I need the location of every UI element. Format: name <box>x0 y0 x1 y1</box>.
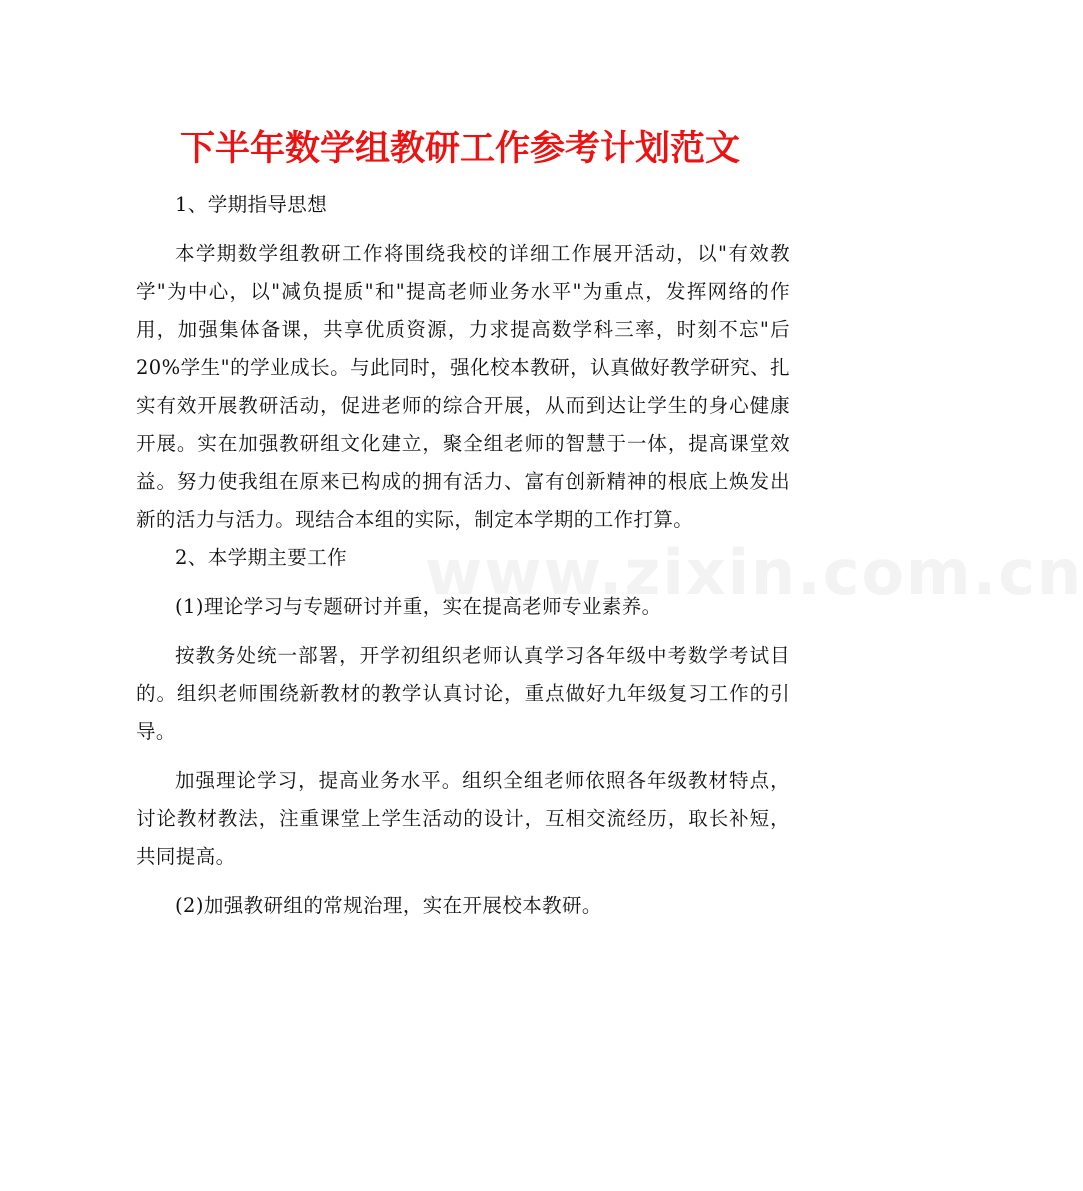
section-heading-2: 2、本学期主要工作 <box>175 546 348 569</box>
document-title: 下半年数学组教研工作参考计划范文 <box>179 129 740 169</box>
watermark: www.zixin.com.cn <box>425 536 1083 609</box>
document-body <box>136 186 790 925</box>
subsection-heading-2: (2)加强教研组的常规治理，实在开展校本教研。 <box>175 894 602 917</box>
paragraph-theory-study: 加强理论学习，提高业务水平。组织全组老师依照各年级教材特点，讨论教材教法，注重课堂上学生活动的设计，互相交流经历，取长补短，共同提高。 <box>136 769 790 868</box>
section-heading-1: 1、学期指导思想 <box>175 193 328 216</box>
paragraph-guiding-ideology: 本学期数学组教研工作将围绕我校的详细工作展开活动，以"有效教学"为中心，以"减负提质"和"提高老师业务水平"为重点，发挥网络的作用，加强集体备课，共享优质资源，力求提高数学科三率，时刻不忘"后 20%学生"的学业成长。与此同时，强化校本教研，认真做好教学研究、扎实有效开展教研活动，促进老师的综合开展，从而到达让学生的身心健康开展。实在加强教研组文化建立，聚全组老师的智慧于一体，提高课堂效益。努力使我组在原来已构成的拥有活力、富有创新精神的根底上焕发出新的活力与活力。现结合本组的实际，制定本学期的工作打算。 <box>136 242 790 531</box>
paragraph-exam-goals: 按教务处统一部署，开学初组织老师认真学习各年级中考数学考试目的。组织老师围绕新教材的教学认真讨论，重点做好九年级复习工作的引导。 <box>136 644 790 743</box>
subsection-heading-1: (1)理论学习与专题研讨并重，实在提高老师专业素养。 <box>175 595 662 618</box>
